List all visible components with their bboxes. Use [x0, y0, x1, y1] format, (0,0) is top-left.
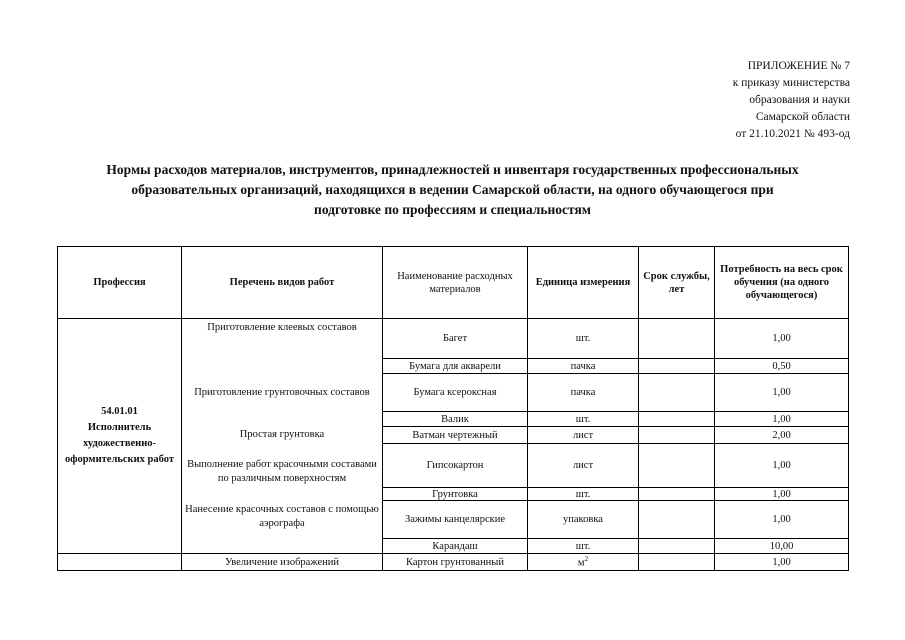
profession-cell [58, 319, 182, 554]
material-cell: Ватман чертежный [383, 427, 528, 444]
need-cell: 1,00 [715, 501, 849, 539]
material-cell: Бумага для акварели [383, 359, 528, 374]
appendix-region-line: Самарской области [755, 111, 850, 123]
need-cell: 2,00 [715, 427, 849, 444]
unit-superscript: 2 [584, 555, 589, 564]
material-cell: Картон грунтованный [383, 554, 528, 571]
work-type-cell: Нанесение красочных составов с помощью аэрографа [182, 501, 383, 554]
profession-code: 54.01.01 [101, 406, 138, 417]
unit-cell: лист [528, 427, 639, 444]
need-cell: 1,00 [715, 554, 849, 571]
table-row [58, 319, 849, 359]
unit-cell: лист [528, 444, 639, 488]
material-cell: Гипсокартон [383, 444, 528, 488]
unit-cell: шт. [528, 319, 639, 359]
profession-cell-empty [58, 554, 182, 571]
unit-text: м [577, 557, 585, 569]
need-cell: 1,00 [715, 374, 849, 412]
appendix-title: ПРИЛОЖЕНИЕ № 7 [747, 60, 850, 72]
header-need: Потребность на весь срок обучения (на одного обучающегося) [715, 247, 849, 319]
need-cell: 1,00 [715, 444, 849, 488]
work-type-cell: Выполнение работ красочными составами по различным поверхностям [182, 444, 383, 501]
material-cell: Грунтовка [383, 488, 528, 501]
header-profession: Профессия [58, 247, 182, 319]
need-cell: 10,00 [715, 539, 849, 554]
work-type-cell: Приготовление клеевых составов [182, 319, 383, 359]
term-cell [639, 444, 715, 488]
term-cell [639, 412, 715, 427]
unit-cell: шт. [528, 539, 639, 554]
term-cell [639, 488, 715, 501]
header-materials: Наименование расходных материалов [383, 247, 528, 319]
title-line-3: подготовке по профессиям и специальностям [314, 202, 591, 217]
header-term: Срок службы, лет [639, 247, 715, 319]
term-cell [639, 539, 715, 554]
unit-cell: шт. [528, 412, 639, 427]
title-line-2: образовательных организаций, находящихся в ведении Самарской области, на одного обучающегося при [131, 182, 774, 197]
unit-cell: пачка [528, 374, 639, 412]
appendix-block [650, 58, 850, 143]
header-works: Перечень видов работ [182, 247, 383, 319]
unit-cell: упаковка [528, 501, 639, 539]
work-type-cell: Увеличение изображений [182, 554, 383, 571]
term-cell [639, 501, 715, 539]
material-cell: Карандаш [383, 539, 528, 554]
appendix-order-line: к приказу министерства [732, 77, 850, 89]
document-title [40, 160, 865, 220]
unit-cell: шт. [528, 488, 639, 501]
need-cell: 1,00 [715, 412, 849, 427]
term-cell [639, 427, 715, 444]
term-cell [639, 319, 715, 359]
term-cell [639, 374, 715, 412]
term-cell [639, 359, 715, 374]
appendix-date-line: от 21.10.2021 № 493-од [735, 128, 850, 140]
material-cell: Валик [383, 412, 528, 427]
header-unit: Единица измерения [528, 247, 639, 319]
material-cell: Багет [383, 319, 528, 359]
unit-cell: пачка [528, 359, 639, 374]
title-line-1: Нормы расходов материалов, инструментов, принадлежностей и инвентаря государственных профессиональных [106, 162, 799, 177]
appendix-ministry-line: образования и науки [749, 94, 850, 106]
table-row [58, 554, 849, 571]
need-cell: 0,50 [715, 359, 849, 374]
unit-cell [528, 554, 639, 571]
table-header-row [58, 247, 849, 319]
norms-table [57, 246, 849, 571]
work-type-cell: Приготовление грунтовочных составов [182, 359, 383, 427]
material-cell: Бумага ксероксная [383, 374, 528, 412]
work-type-cell: Простая грунтовка [182, 427, 383, 444]
need-cell: 1,00 [715, 488, 849, 501]
need-cell: 1,00 [715, 319, 849, 359]
term-cell [639, 554, 715, 571]
material-cell: Зажимы канцелярские [383, 501, 528, 539]
profession-name: Исполнитель художественно-оформительских работ [64, 422, 174, 465]
